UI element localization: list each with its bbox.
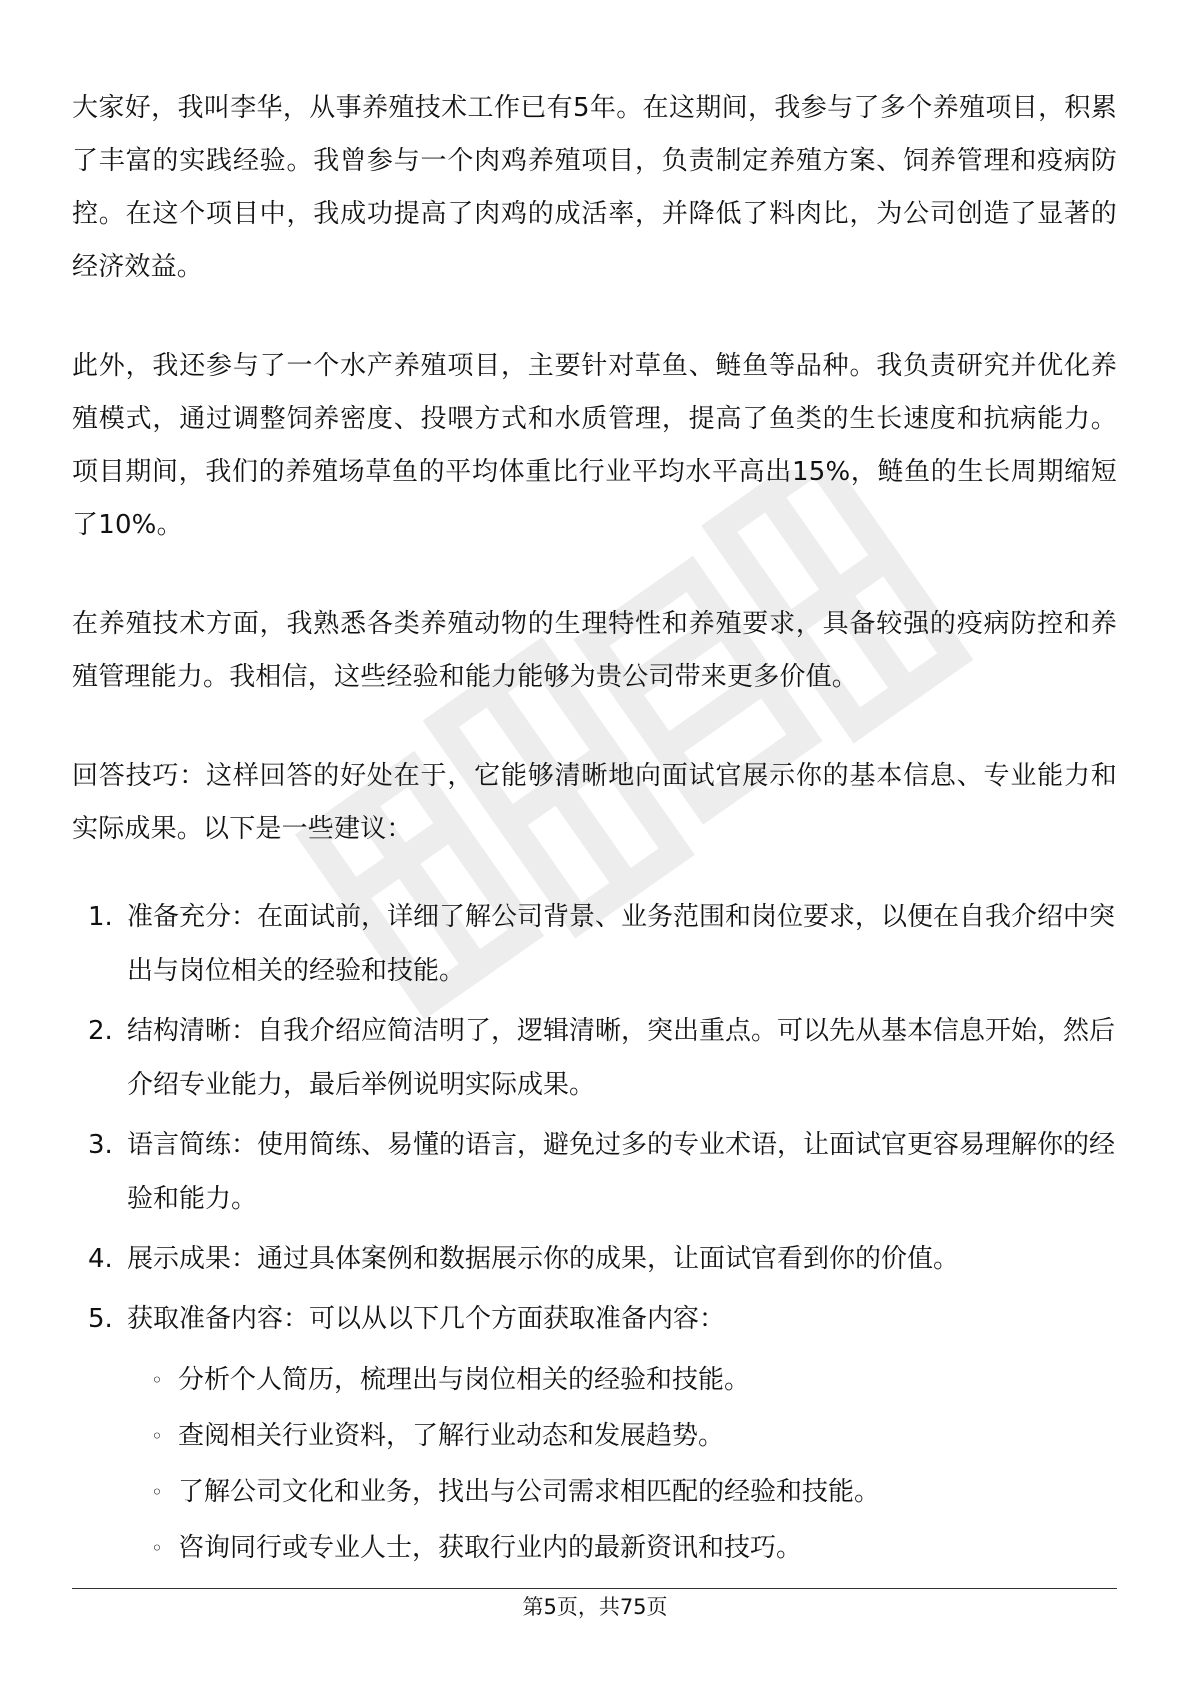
sub-list-item [127, 1352, 1117, 1408]
tips-list [72, 890, 1117, 1576]
hollow-bullet-icon: ◦ [151, 1536, 163, 1560]
sub-item-text: 咨询同行或专业人士，获取行业内的最新资讯和技巧。 [178, 1533, 803, 1563]
paragraph-intro: 大家好，我叫李华，从事养殖技术工作已有5年。在这期间，我参与了多个养殖项目，积累了丰富的实践经验。我曾参与一个肉鸡养殖项目，负责制定养殖方案、饲养管理和疫病防控。在这个项目中，我成功提高了肉鸡的成活率，并降低了料肉比，为公司创造了显著的经济效益。 [72, 93, 1117, 282]
tip-text: 获取准备内容：可以从以下几个方面获取准备内容： [127, 1304, 726, 1334]
tip-number: 4. [88, 1244, 113, 1274]
hollow-bullet-icon: ◦ [151, 1368, 163, 1392]
tip-item [72, 1118, 1117, 1226]
tip-text: 语言简练：使用简练、易懂的语言，避免过多的专业术语，让面试官更容易理解你的经验和能力。 [127, 1130, 1116, 1214]
sub-list-item [127, 1408, 1117, 1464]
sub-list [127, 1352, 1117, 1576]
footer-divider [72, 1588, 1117, 1589]
hollow-bullet-icon: ◦ [151, 1480, 163, 1504]
sub-list-item [127, 1520, 1117, 1576]
tip-number: 1. [88, 902, 113, 932]
hollow-bullet-icon: ◦ [151, 1424, 163, 1448]
sub-list-item [127, 1464, 1117, 1520]
tip-item [72, 1232, 1117, 1286]
sub-item-text: 分析个人简历，梳理出与岗位相关的经验和技能。 [178, 1365, 751, 1395]
paragraph-aquaculture: 此外，我还参与了一个水产养殖项目，主要针对草鱼、鲢鱼等品种。我负责研究并优化养殖模式，通过调整饲养密度、投喂方式和水质管理，提高了鱼类的生长速度和抗病能力。项目期间，我们的养殖场草鱼的平均体重比行业平均水平高出15%，鲢鱼的生长周期缩短了10%。 [72, 351, 1117, 540]
tip-number: 3. [88, 1130, 113, 1160]
page-number: 第5页，共75页 [522, 1595, 668, 1619]
tip-item [72, 1292, 1117, 1576]
tip-text: 结构清晰：自我介绍应简洁明了，逻辑清晰，突出重点。可以先从基本信息开始，然后介绍专业能力，最后举例说明实际成果。 [127, 1016, 1116, 1100]
paragraph-answer-tips: 回答技巧：这样回答的好处在于，它能够清晰地向面试官展示你的基本信息、专业能力和实际成果。以下是一些建议： [72, 761, 1117, 844]
tip-text: 展示成果：通过具体案例和数据展示你的成果，让面试官看到你的价值。 [127, 1244, 960, 1274]
tip-item [72, 1004, 1117, 1112]
tip-text: 准备充分：在面试前，详细了解公司背景、业务范围和岗位要求，以便在自我介绍中突出与岗位相关的经验和技能。 [127, 902, 1116, 986]
tip-number: 5. [88, 1304, 113, 1334]
paragraph-skills: 在养殖技术方面，我熟悉各类养殖动物的生理特性和养殖要求，具备较强的疫病防控和养殖管理能力。我相信，这些经验和能力能够为贵公司带来更多价值。 [72, 609, 1117, 692]
tip-item [72, 890, 1117, 998]
main-content [72, 82, 1117, 1582]
sub-item-text: 查阅相关行业资料，了解行业动态和发展趋势。 [178, 1421, 725, 1451]
sub-item-text: 了解公司文化和业务，找出与公司需求相匹配的经验和技能。 [178, 1477, 881, 1507]
tip-number: 2. [88, 1016, 113, 1046]
